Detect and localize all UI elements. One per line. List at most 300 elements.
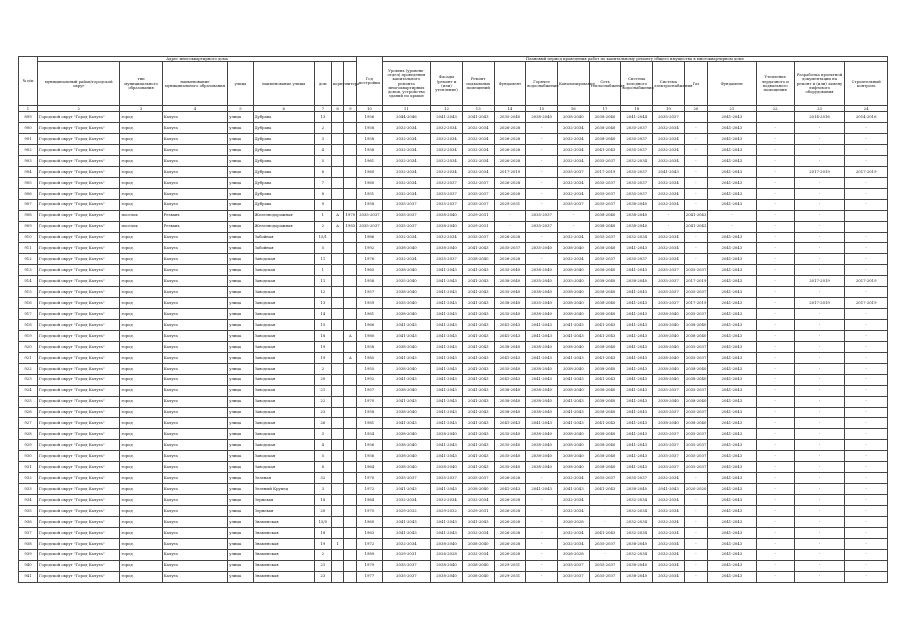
table-cell: улица (228, 210, 253, 221)
table-cell: 2041-2043 (462, 451, 494, 462)
table-cell: 2041-2043 (589, 320, 621, 331)
table-cell: улица (228, 484, 253, 495)
table-cell: 2041-2043 (621, 330, 653, 341)
table-cell: город (120, 549, 162, 560)
table-cell: 1972 (357, 538, 382, 549)
table-cell (344, 298, 357, 309)
table-cell: Заводская (253, 287, 314, 298)
table-cell: 2029-2031 (382, 549, 431, 560)
table-cell: 2032-2034 (557, 473, 589, 484)
table-cell: 2032-2034 (557, 123, 589, 134)
col-corpus-header: корпус (331, 62, 344, 106)
table-cell: 2032-2034 (621, 516, 653, 527)
table-cell: город (120, 352, 162, 363)
table-cell: Городской округ "Город Калуга" (38, 484, 120, 495)
table-row (19, 112, 888, 123)
table-cell: 2038-2040 (653, 330, 685, 341)
table-cell: 2041-2043 (653, 166, 685, 177)
table-cell: 2038-2040 (557, 112, 589, 123)
table-cell: Городской округ "Город Калуга" (38, 527, 120, 538)
table-cell: - (794, 429, 845, 440)
table-cell: 2032-2034 (557, 538, 589, 549)
table-cell: 2038-2040 (526, 440, 558, 451)
table-cell (344, 484, 357, 495)
table-cell: 2038-2040 (494, 385, 526, 396)
table-cell: 23 (314, 571, 331, 582)
table-cell: 2035-2037 (589, 560, 621, 571)
table-cell: 15 (314, 320, 331, 331)
col-letter-header: литера (344, 62, 357, 106)
table-row (19, 123, 888, 134)
table-cell (845, 210, 888, 221)
table-cell: Городской округ "Город Калуга" (38, 549, 120, 560)
table-cell: улица (228, 221, 253, 232)
column-number: 14 (494, 106, 526, 112)
table-cell: 2041-2043 (462, 440, 494, 451)
table-cell (331, 505, 344, 516)
table-cell: 2035-2040 (494, 451, 526, 462)
table-cell: 2026-2028 (494, 516, 526, 527)
table-cell: 1958 (357, 123, 382, 134)
table-cell: 1970 (357, 396, 382, 407)
table-cell: город (120, 440, 162, 451)
table-cell (331, 473, 344, 484)
table-cell: - (526, 177, 558, 188)
table-cell: - (794, 418, 845, 429)
table-cell: Городской округ "Город Калуга" (38, 112, 120, 123)
table-cell: 2038-2040 (462, 538, 494, 549)
table-cell: 2017-2019 (794, 166, 845, 177)
table-cell: - (589, 495, 621, 506)
table-cell: - (526, 232, 558, 243)
table-row (19, 352, 888, 363)
table-cell: 2035-2037 (382, 473, 431, 484)
table-row (19, 265, 888, 276)
table-body (19, 112, 888, 582)
table-cell: - (756, 407, 794, 418)
table-row (19, 451, 888, 462)
table-cell: 2014-2016 (845, 112, 888, 123)
table-cell: Калуга (162, 320, 228, 331)
table-cell: 2026-2028 (494, 505, 526, 516)
table-cell: 908 (19, 210, 38, 221)
table-cell: 2032-2034 (653, 232, 685, 243)
table-cell: 2038-2040 (621, 210, 653, 221)
table-cell (331, 374, 344, 385)
table-cell: 2032-2034 (557, 177, 589, 188)
table-cell: улица (228, 254, 253, 265)
table-cell: - (794, 374, 845, 385)
table-cell: - (756, 451, 794, 462)
table-cell: 2041-2043 (557, 374, 589, 385)
table-cell: город (120, 199, 162, 210)
table-cell: - (845, 505, 888, 516)
table-cell: 2041-2043 (708, 505, 757, 516)
table-cell: 2038-2040 (526, 462, 558, 473)
table-cell: 1957 (357, 385, 382, 396)
col-cold-water-header: Система холодного водоснабжения (621, 62, 653, 106)
table-cell: 2032-2034 (462, 495, 494, 506)
table-cell: 2041-2043 (708, 429, 757, 440)
table-cell: 2035-2037 (557, 199, 589, 210)
table-cell: 2041-2043 (708, 484, 757, 495)
table-cell: 2038-2040 (589, 243, 621, 254)
table-cell: 2041-2043 (462, 330, 494, 341)
table-cell (344, 177, 357, 188)
table-cell: Знаменская (253, 571, 314, 582)
table-row (19, 571, 888, 582)
table-cell: 2032-2034 (431, 123, 463, 134)
table-cell: 2032-2034 (557, 505, 589, 516)
table-cell (331, 134, 344, 145)
table-cell: 2038-2040 (557, 440, 589, 451)
table-cell: 2 (314, 549, 331, 560)
table-row (19, 145, 888, 156)
table-cell: Городской округ "Город Калуга" (38, 177, 120, 188)
table-cell: 2032-2034 (462, 134, 494, 145)
table-cell: 2032-2034 (653, 538, 685, 549)
table-cell: - (845, 418, 888, 429)
table-cell: 2032-2034 (653, 243, 685, 254)
table-cell: Дубрава (253, 155, 314, 166)
address-group-header: Адрес многоквартирного дома (38, 57, 357, 62)
table-cell: 1992 (357, 243, 382, 254)
table-cell: 2041-2043 (462, 385, 494, 396)
table-cell: - (756, 155, 794, 166)
table-cell: Калуга (162, 254, 228, 265)
table-cell (344, 134, 357, 145)
table-cell: 2032-2034 (557, 134, 589, 145)
table-cell: - (845, 188, 888, 199)
table-cell: - (756, 462, 794, 473)
table-row (19, 276, 888, 287)
table-cell: 2038-2040 (684, 418, 707, 429)
table-cell: 2035-2040 (494, 265, 526, 276)
table-cell: - (794, 199, 845, 210)
table-cell: 2041-2043 (526, 418, 558, 429)
table-cell: 2035-2037 (653, 440, 685, 451)
table-cell: Калуга (162, 418, 228, 429)
col-heat-header: Сеть теплоснабжения (589, 62, 621, 106)
table-cell: 2041-2043 (621, 309, 653, 320)
table-cell: 2041-2043 (494, 330, 526, 341)
table-cell: 2032-2034 (653, 177, 685, 188)
table-cell: улица (228, 451, 253, 462)
table-cell: город (120, 571, 162, 582)
table-cell: 1958 (357, 276, 382, 287)
table-cell: Калуга (162, 287, 228, 298)
table-cell (344, 495, 357, 506)
table-cell: Калуга (162, 363, 228, 374)
table-cell: 2035-2040 (494, 429, 526, 440)
table-cell: Знаменская (253, 527, 314, 538)
table-cell: Калуга (162, 429, 228, 440)
table-cell: 2041-2043 (708, 527, 757, 538)
table-cell: 2038-2040 (621, 571, 653, 582)
table-cell: 909 (19, 221, 38, 232)
table-cell: 26 (314, 418, 331, 429)
table-cell: 2032-2034 (653, 571, 685, 582)
table-cell: 2041-2043 (708, 199, 757, 210)
table-cell: 2032-2034 (653, 145, 685, 156)
table-cell: 2029-2031 (462, 221, 494, 232)
table-cell: - (794, 495, 845, 506)
table-cell: 920 (19, 341, 38, 352)
table-cell: 903 (19, 155, 38, 166)
table-cell (331, 571, 344, 582)
table-cell: 2035-2040 (526, 243, 558, 254)
table-cell (344, 549, 357, 560)
table-cell: 2038-2040 (494, 341, 526, 352)
table-cell: 2038-2040 (589, 385, 621, 396)
table-cell: 2026-2028 (494, 473, 526, 484)
table-cell: 1976 (357, 254, 382, 265)
table-cell: 2038-2040 (494, 276, 526, 287)
table-cell: 2041-2043 (708, 155, 757, 166)
table-row (19, 254, 888, 265)
table-cell: Городской округ "Город Калуга" (38, 145, 120, 156)
table-cell (331, 188, 344, 199)
table-cell: 2038-2040 (589, 265, 621, 276)
table-cell: 2032-2034 (431, 232, 463, 243)
table-cell: 1966 (357, 320, 382, 331)
table-cell: 2035-2037 (382, 571, 431, 582)
table-cell: город (120, 495, 162, 506)
table-cell: Калуга (162, 385, 228, 396)
table-cell: город (120, 123, 162, 134)
table-cell: 913 (19, 265, 38, 276)
table-row (19, 309, 888, 320)
col-lifts-header: Утепление чердачного и подвального помещения (756, 62, 794, 106)
table-cell: 1 (314, 210, 331, 221)
table-cell: 2026-2028 (494, 232, 526, 243)
table-cell: - (845, 484, 888, 495)
table-cell: 2038-2040 (526, 341, 558, 352)
table-row (19, 155, 888, 166)
table-cell (331, 407, 344, 418)
table-cell: 905 (19, 177, 38, 188)
table-cell: - (526, 549, 558, 560)
table-cell: 2038-2040 (589, 287, 621, 298)
table-cell: 2041-2043 (462, 352, 494, 363)
table-cell: улица (228, 527, 253, 538)
table-cell: 1958 (357, 199, 382, 210)
table-cell: - (653, 221, 685, 232)
table-cell: 2041-2043 (589, 145, 621, 156)
table-cell: Городской округ "Город Калуга" (38, 363, 120, 374)
table-cell (344, 243, 357, 254)
col-facades-header: Фасады (ремонт и (или) утепление) (431, 62, 463, 106)
table-cell (344, 123, 357, 134)
table-cell: 2035-2037 (653, 298, 685, 309)
table-cell: город (120, 451, 162, 462)
table-cell: 2035-2037 (431, 188, 463, 199)
table-cell: - (845, 199, 888, 210)
table-cell: - (845, 407, 888, 418)
table-cell: 2035-2037 (684, 341, 707, 352)
works-group-header: Плановый период проведения работ по капитальному ремонту общего имущества в многоквартирном доме (382, 57, 887, 62)
column-number: 5 (228, 106, 253, 112)
table-cell: 2041-2043 (462, 407, 494, 418)
table-cell: 2041-2043 (708, 188, 757, 199)
table-cell: 2032-2034 (621, 527, 653, 538)
table-cell: город (120, 155, 162, 166)
table-cell: - (756, 123, 794, 134)
table-cell: улица (228, 232, 253, 243)
column-number: 11 (382, 106, 431, 112)
table-cell: Резвань (162, 221, 228, 232)
table-cell: Забойная (253, 243, 314, 254)
table-cell: 1954 (357, 429, 382, 440)
table-cell: Городской округ "Город Калуга" (38, 330, 120, 341)
table-cell: - (756, 560, 794, 571)
table-cell: 930 (19, 451, 38, 462)
table-cell: 5 (314, 155, 331, 166)
table-cell: 899 (19, 112, 38, 123)
table-cell: Калуга (162, 330, 228, 341)
table-cell: 5 (314, 451, 331, 462)
table-cell: 2041-2043 (708, 363, 757, 374)
table-cell: 23 (314, 407, 331, 418)
table-cell: 2041-2043 (621, 418, 653, 429)
table-row (19, 298, 888, 309)
table-cell: улица (228, 440, 253, 451)
table-cell: 922 (19, 363, 38, 374)
table-cell: 2038-2040 (462, 254, 494, 265)
table-cell: 2032-2034 (653, 549, 685, 560)
table-cell: 2038-2040 (431, 462, 463, 473)
table-cell: 2035-2037 (621, 473, 653, 484)
table-cell: 2041-2043 (462, 320, 494, 331)
table-cell: - (845, 571, 888, 582)
table-cell: 2041-2043 (708, 166, 757, 177)
table-cell: улица (228, 385, 253, 396)
table-cell: Дубрава (253, 112, 314, 123)
table-cell: - (526, 188, 558, 199)
table-cell: город (120, 407, 162, 418)
table-row (19, 243, 888, 254)
table-cell: 2035-2037 (462, 232, 494, 243)
table-cell: Городской округ "Город Калуга" (38, 352, 120, 363)
table-cell (344, 396, 357, 407)
table-cell (331, 298, 344, 309)
table-cell: 2035-2037 (589, 232, 621, 243)
table-cell: 2038-2040 (653, 309, 685, 320)
table-cell: 2035-2037 (526, 221, 558, 232)
table-cell: 2041-2043 (621, 429, 653, 440)
table-cell: 2035-2037 (684, 462, 707, 473)
table-cell: 2035-2040 (494, 309, 526, 320)
table-cell: 904 (19, 166, 38, 177)
table-cell: 2038-2040 (494, 298, 526, 309)
table-cell: Калуга (162, 145, 228, 156)
table-cell: - (684, 155, 707, 166)
table-cell: улица (228, 123, 253, 134)
table-cell: 2038-2040 (462, 484, 494, 495)
table-cell: 2032-2034 (382, 177, 431, 188)
table-cell: 2041-2043 (708, 407, 757, 418)
table-cell: - (756, 495, 794, 506)
table-cell: 927 (19, 418, 38, 429)
table-cell: - (756, 374, 794, 385)
table-cell: 2041-2043 (462, 309, 494, 320)
table-cell: улица (228, 276, 253, 287)
table-cell: - (756, 243, 794, 254)
table-cell: 914 (19, 276, 38, 287)
table-cell: - (756, 298, 794, 309)
table-cell: 2041-2043 (621, 407, 653, 418)
table-cell: 2041-2043 (431, 440, 463, 451)
table-cell: 2038-2040 (557, 287, 589, 298)
table-cell: 2026-2028 (557, 516, 589, 527)
table-cell: 2026-2028 (494, 188, 526, 199)
table-cell: - (684, 232, 707, 243)
table-cell: 8 (314, 462, 331, 473)
table-cell: 1960 (357, 516, 382, 527)
table-cell: улица (228, 418, 253, 429)
table-cell: А (344, 330, 357, 341)
table-cell: 931 (19, 462, 38, 473)
table-cell: город (120, 484, 162, 495)
table-cell: 2041-2043 (431, 418, 463, 429)
table-cell: - (794, 287, 845, 298)
table-cell: 19 (314, 538, 331, 549)
table-cell: 2026-2028 (494, 177, 526, 188)
table-cell: город (120, 309, 162, 320)
table-cell: 2041-2043 (431, 298, 463, 309)
table-cell: - (756, 538, 794, 549)
table-cell: - (526, 166, 558, 177)
table-cell: 2017-2019 (589, 166, 621, 177)
table-cell: 2038-2040 (589, 407, 621, 418)
table-cell: 2038-2040 (589, 276, 621, 287)
table-cell: Городской округ "Город Калуга" (38, 462, 120, 473)
table-cell: 2038-2040 (526, 363, 558, 374)
table-cell: - (845, 374, 888, 385)
table-cell: 2041-2043 (684, 221, 707, 232)
table-cell: Калуга (162, 155, 228, 166)
table-cell: 2038-2040 (653, 320, 685, 331)
table-cell: 2035-2037 (684, 407, 707, 418)
table-cell: 915 (19, 287, 38, 298)
table-cell: 2026-2028 (494, 549, 526, 560)
table-cell: Заводская (253, 265, 314, 276)
table-cell: 1964 (357, 462, 382, 473)
table-cell: Калуга (162, 484, 228, 495)
table-cell: Знаменская (253, 538, 314, 549)
table-cell: город (120, 166, 162, 177)
table-cell: - (684, 177, 707, 188)
table-cell: город (120, 320, 162, 331)
table-cell: улица (228, 199, 253, 210)
table-cell (344, 538, 357, 549)
table-cell: - (794, 320, 845, 331)
col-electric-header: Система электроснабжения (653, 62, 685, 106)
col-roof-header: Ремонт подвальных помещений (462, 62, 494, 106)
table-cell: город (120, 232, 162, 243)
table-cell: 21 (314, 560, 331, 571)
table-cell: 939 (19, 549, 38, 560)
table-cell: - (756, 210, 794, 221)
table-cell: 2032-2034 (382, 188, 431, 199)
column-number: 22 (756, 106, 794, 112)
table-cell: город (120, 243, 162, 254)
table-cell: - (845, 177, 888, 188)
table-cell (331, 429, 344, 440)
table-cell: город (120, 287, 162, 298)
table-cell: 2032-2034 (653, 188, 685, 199)
table-cell: - (684, 495, 707, 506)
